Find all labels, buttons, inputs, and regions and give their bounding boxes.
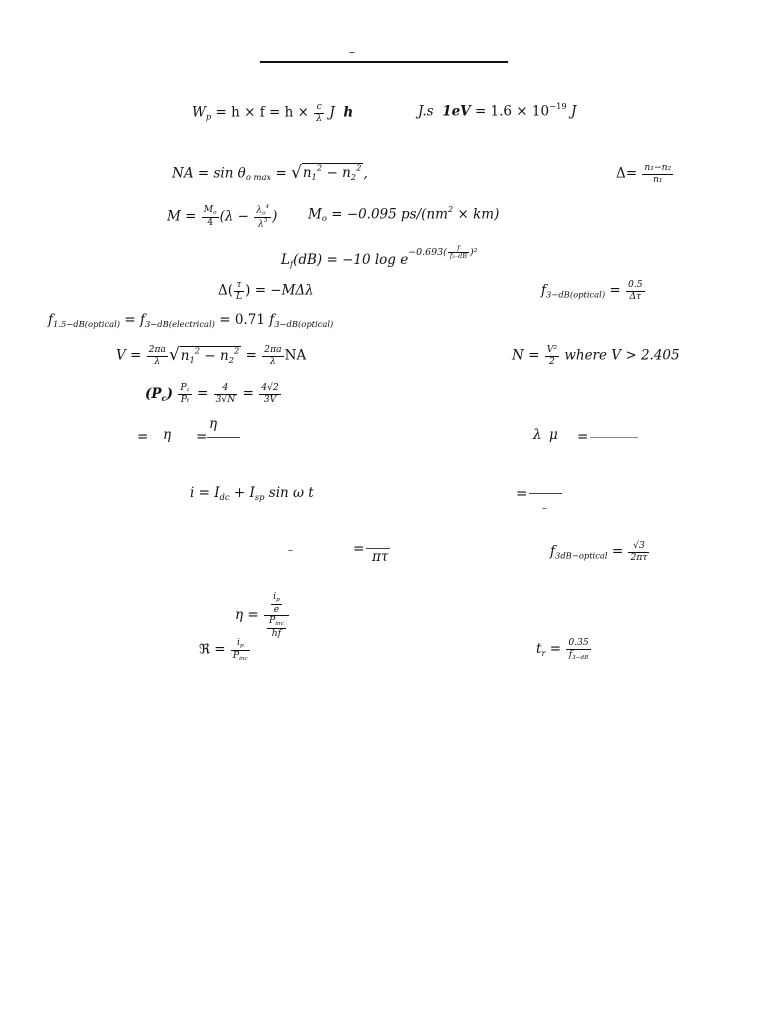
efficiency-eq-sign-1: = [137, 429, 149, 445]
pulse-spread-equation: Δ( $\frac{\tau}{L}$ ) = −MΔλ [218, 279, 314, 302]
header-mark: – [349, 45, 355, 59]
efficiency-eq-sign-2: = [196, 429, 208, 445]
right-equation-fraction-line [529, 493, 562, 494]
photon-energy-equation: $W_p = h \times f = h$ × $\frac{c}{\lambda}$ J h [192, 101, 354, 124]
right-equation-denominator-mark: – [542, 503, 547, 514]
cladding-power-equation: $(P_c)$ $\frac{P꜀}{\text{Pₜ}}$ = $\frac{4}{3√N}$ = $\frac{4√2}{3V}$ [145, 382, 279, 405]
cutoff-denominator: πτ [372, 549, 389, 565]
planck-unit-and-ev: J.s $1eV = 1.6 \times 10^{-19}$ J [418, 101, 577, 120]
dispersion-constant-equation: $M_o = -0.095$ $ps/(nm^2 \times km)$ [308, 204, 500, 224]
numerical-aperture-equation: NA = $\sin \theta_{o max} = √n_1^2 - n_2^2$ , [172, 162, 368, 183]
bandwidth-relation-equation: $f_{1.5-dB(optical)} = f_{3-dB(electrical)} = 0.71$ $f_{3-dB(optical)}$ [48, 312, 334, 329]
photocurrent-equation: $i = I_{dc} + I_{sp}$ sin ω t [190, 485, 314, 502]
material-dispersion-equation: M = $\frac{M_o}{4}$ (λ − $\frac{\lambda_o^4}{\lambda^3}$ ) [167, 204, 278, 230]
wavelength-mu: μ [549, 427, 558, 443]
rise-time-equation: $t_r$ = $\frac{0.35}{f_{3-dB}}$ [536, 637, 589, 661]
cutoff-dash: – [288, 545, 293, 556]
efficiency-fraction-top: η [209, 416, 218, 432]
mode-count-equation: N = $\frac{\text{V²}}{2}$ where V > 2.405 [512, 344, 680, 367]
wavelength-lambda: λ [533, 427, 542, 443]
efficiency-fraction-line [207, 437, 240, 438]
header-rule [260, 61, 508, 63]
efficiency-eta: η [163, 427, 172, 443]
index-difference-equation: Δ= $\frac{\text{n₁−n₂}}{\text{n₁}}$ [616, 162, 672, 185]
fiber-loss-equation: $L_f(dB) = -10$ $\log e^{-0.693( \frac{f}{\text{f₃₋dB}} )^2}$ [281, 244, 478, 269]
responsivity-equation: ℜ = $i_p$ $P_{inc}$ [199, 637, 248, 662]
cutoff-eq-sign: = [353, 541, 365, 557]
optical-bandwidth-equation: $f_{3-dB(optical)}$ = $\frac{0.5}{\Delta\tau}$ [541, 279, 643, 302]
right-equation-eq-sign: = [516, 486, 528, 502]
v-number-equation: V = $\frac{2\pi a}{\lambda}$ $√n_1^2 - n_2^2$ = $\frac{2\pi a}{\lambda}$ NA [116, 344, 307, 367]
wavelength-fraction-line [590, 437, 638, 438]
bandwidth-3db-equation: $f_{3dB-optical}$ = $\frac{√3}{2\pi\tau}$ [550, 540, 648, 563]
wavelength-eq-sign: = [577, 429, 589, 445]
quantum-efficiency-equation: η = $\frac{i_p}{e}$ $P_{inc}$ hf [235, 592, 290, 639]
